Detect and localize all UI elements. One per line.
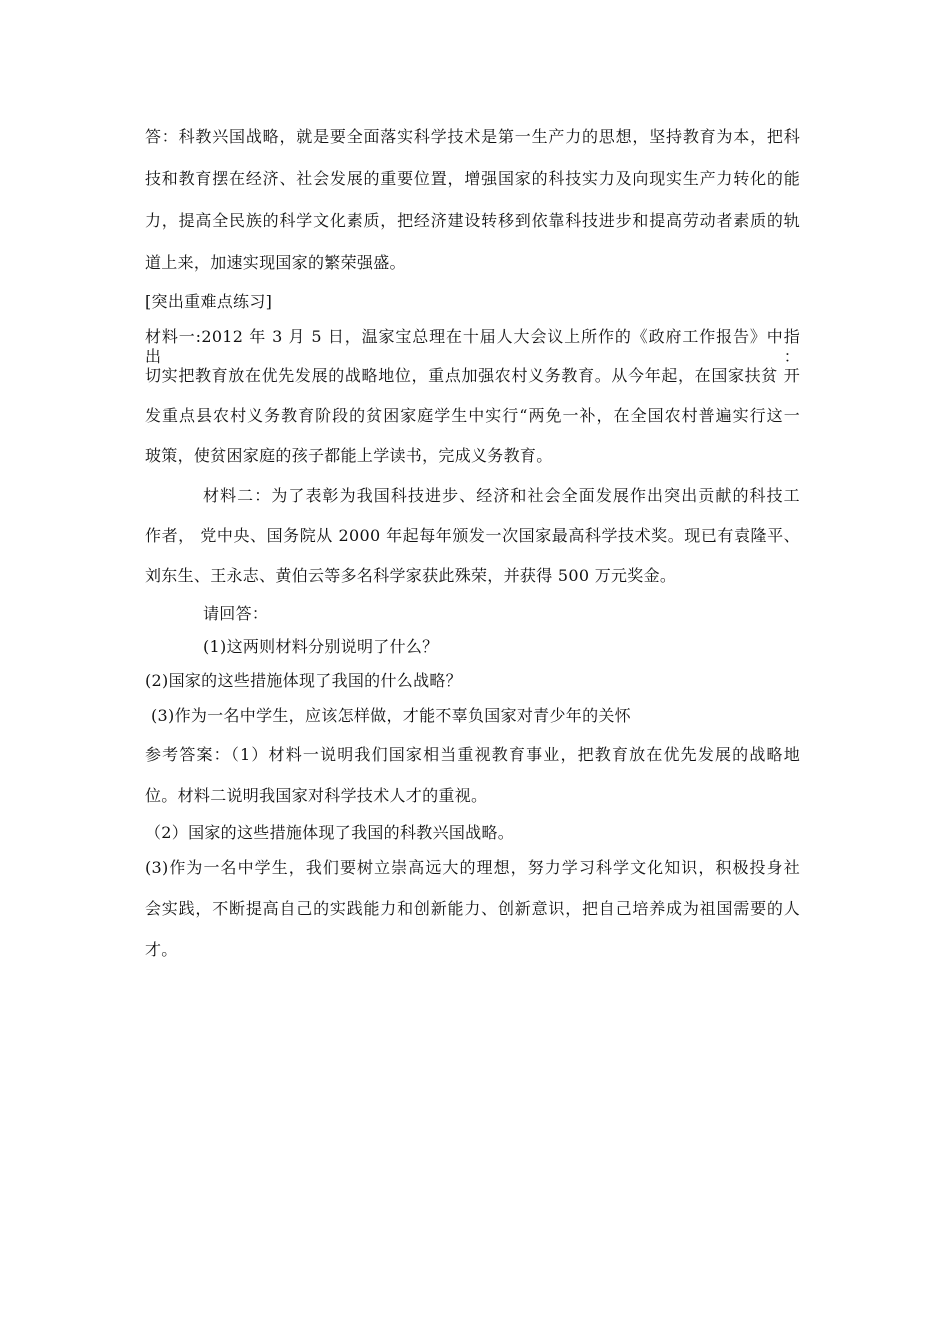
question-2: (2)国家的这些措施体现了我国的什么战略？ <box>145 671 462 690</box>
material-two-line-2: 作者， 党中央、国务院从 2000 年起每年颁发一次国家最高科学技术奖。现已有袁隆平、 <box>145 526 800 545</box>
material-one-line-1: 材料一:2012 年 3 月 5 日，温家宝总理在十届人大会议上所作的《政府工作报告》中指出： <box>145 327 800 366</box>
question-3: (3)作为一名中学生，应该怎样做，才能不辜负国家对青少年的关怀 <box>151 706 631 725</box>
reference-answer-3-line-3: 才。 <box>145 940 178 959</box>
material-two-line-3: 刘东生、王永志、黄伯云等多名科学家获此殊荣，并获得 500 万元奖金。 <box>145 566 677 585</box>
prompt-text: 请回答： <box>203 604 269 623</box>
answer-line-3: 力，提高全民族的科学文化素质，把经济建设转移到依靠科技进步和提高劳动者素质的轨 <box>145 211 800 230</box>
reference-answer-3-line-1: (3)作为一名中学生，我们要树立崇高远大的理想，努力学习科学文化知识，积极投身社 <box>145 858 800 877</box>
material-one-line-2: 切实把教育放在优先发展的战略地位，重点加强农村义务教育。从今年起，在国家扶贫 开 <box>145 366 800 385</box>
answer-line-2: 技和教育摆在经济、社会发展的重要位置，增强国家的科技实力及向现实生产力转化的能 <box>145 169 800 188</box>
section-heading: [突出重难点练习] <box>145 292 273 311</box>
reference-answer-2: （2）国家的这些措施体现了我国的科教兴国战略。 <box>145 823 515 842</box>
material-two-line-1: 材料二：为了表彰为我国科技进步、经济和社会全面发展作出突出贡献的科技工 <box>203 486 800 505</box>
reference-answer-1-line-1: 参考答案：（1）材料一说明我们国家相当重视教育事业，把教育放在优先发展的战略地 <box>145 745 800 764</box>
material-one-line-4: 玻策，使贫困家庭的孩子都能上学读书，完成义务教育。 <box>145 446 553 465</box>
question-1: (1)这两则材料分别说明了什么？ <box>203 637 439 656</box>
answer-line-4: 道上来，加速实现国家的繁荣强盛。 <box>145 253 406 272</box>
reference-answer-1-line-2: 位。材料二说明我国家对科学技术人才的重视。 <box>145 786 488 805</box>
reference-answer-3-line-2: 会实践，不断提高自己的实践能力和创新能力、创新意识，把自己培养成为祖国需要的人 <box>145 899 800 918</box>
answer-line-1: 答：科教兴国战略，就是要全面落实科学技术是第一生产力的思想，坚持教育为本，把科 <box>145 127 800 146</box>
material-one-line-3: 发重点县农村义务教育阶段的贫困家庭学生中实行“两免一补，在全国农村普遍实行这一 <box>145 406 800 425</box>
